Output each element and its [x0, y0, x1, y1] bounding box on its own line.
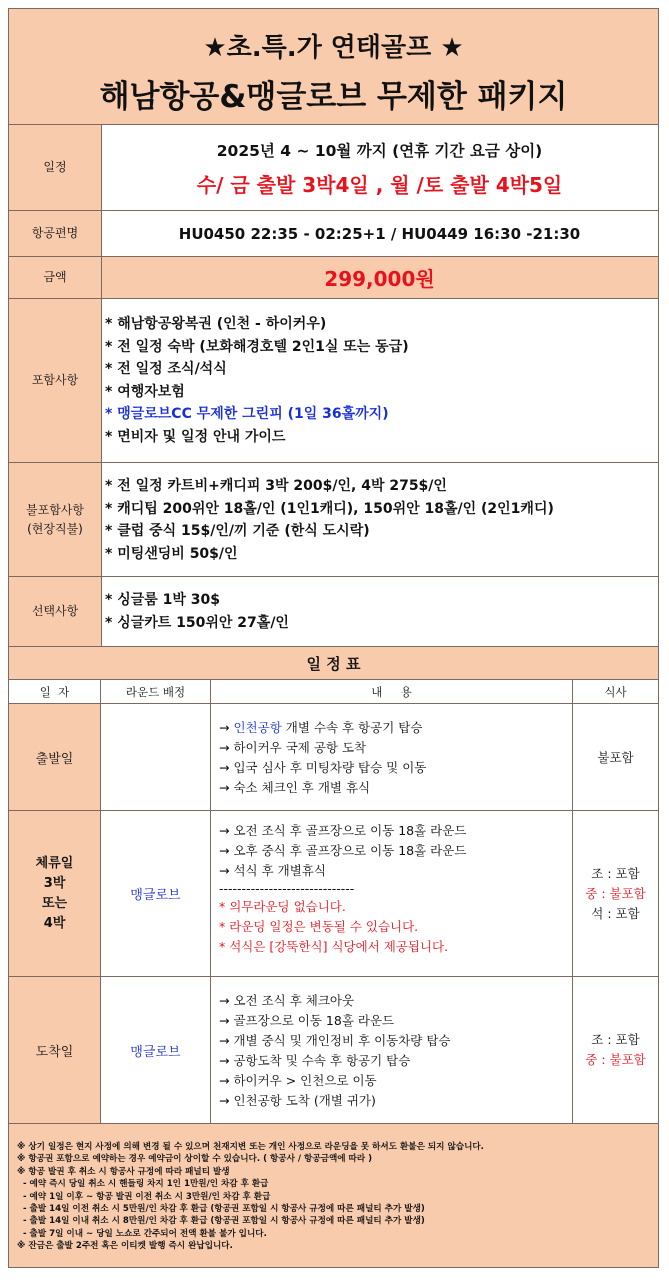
meal-breakfast: 조 : 포함	[591, 1032, 640, 1047]
excluded-item: * 캐디팁 200위안 18홀/인 (1인1캐디), 150위안 18홀/인 (2인1캐디)	[105, 500, 554, 517]
schedule-line: → 골프장으로 이동 18홀 라운드	[219, 1013, 395, 1028]
excluded-row	[9, 463, 658, 577]
included-item: * 전 일정 조식/석식	[105, 361, 227, 377]
title-line-1: ★초.특.가 연태골프 ★	[203, 33, 464, 63]
day-label-nights: 3박	[43, 875, 66, 891]
schedule-line: → 인천공항 도착 (개별 귀가)	[219, 1093, 376, 1108]
header-date: 일 자	[39, 684, 70, 699]
footer-note: - 출발 7일 이내 ~ 당일 노쇼로 간주되어 전액 환불 불가 입니다.	[17, 1228, 267, 1239]
schedule-line: → 하이커우 국제 공항 도착	[219, 740, 367, 755]
incheon-airport-highlight: 인천공항	[233, 720, 282, 735]
header-round: 라운드 배정	[125, 684, 186, 699]
itinerary-header	[9, 680, 658, 704]
optional-item: * 싱글카트 150위안 27홀/인	[105, 614, 289, 631]
excluded-item: * 미팅샌딩비 50$/인	[105, 545, 238, 562]
meal-dinner: 석 : 포함	[591, 905, 640, 921]
itinerary-day-arrival	[9, 977, 658, 1124]
schedule-line: → 오전 조식 후 골프장으로 이동 18홀 라운드	[219, 823, 467, 838]
schedule-line: → 숙소 체크인 후 개별 휴식	[219, 780, 371, 795]
excluded-item: * 클럽 중식 15$/인/끼 기준 (한식 도시락)	[105, 523, 370, 539]
schedule-line: → 개별 중식 및 개인정비 후 이동차량 탑승	[219, 1033, 451, 1048]
itinerary-title: 일 정 표	[306, 654, 361, 673]
header-meal: 식사	[604, 684, 627, 699]
schedule-line: → 공항도착 및 수속 후 항공기 탑승	[219, 1053, 411, 1068]
excluded-label-sub: (현장직불)	[27, 521, 83, 536]
excluded-label	[9, 463, 102, 576]
note-line: * 라운딩 일정은 변동될 수 있습니다.	[219, 919, 419, 934]
footer-note: - 출발 14일 이내 취소 시 8만원/인 차감 후 환급 (항공권 포함일 시 항공사 규정에 따른 패널티 추가 발생)	[17, 1216, 425, 1227]
schedule-line: → 하이커우 > 인천으로 이동	[219, 1073, 377, 1088]
schedule-label: 일정	[9, 125, 102, 210]
price-value: 299,000원	[324, 267, 435, 291]
optional-list	[105, 589, 289, 634]
flight-row	[9, 211, 658, 257]
schedule-line: → 오전 조식 후 체크아웃	[219, 993, 355, 1008]
excluded-list	[105, 475, 554, 565]
schedule-row	[9, 125, 658, 211]
optional-item: * 싱글룸 1박 30$	[105, 592, 221, 608]
included-list	[105, 313, 409, 448]
day-label-or: 또는	[41, 895, 68, 911]
footer-note: ※ 항공 발권 후 취소 시 항공사 규정에 따라 패널티 발생	[17, 1166, 230, 1177]
day-label: 출발일	[35, 751, 74, 767]
itinerary-day-departure	[9, 704, 658, 811]
meal-lunch: 중 : 불포함	[585, 1052, 646, 1067]
title-line-2: 해남항공&맹글로브 무제한 패키지	[99, 79, 568, 115]
itinerary-title-row	[9, 647, 658, 680]
note-line: * 의무라운딩 없습니다.	[219, 899, 346, 914]
included-label: 포함사항	[9, 299, 102, 462]
note-line: * 석식은 [강뚝한식] 식당에서 제공됩니다.	[219, 939, 449, 954]
flight-value: HU0450 22:35 - 02:25+1 / HU0449 16:30 -21:30	[178, 224, 581, 243]
day-label: 체류일	[35, 855, 74, 871]
flight-label: 항공편명	[9, 211, 102, 256]
footer-notes	[9, 1124, 658, 1267]
included-item: * 맹글로브CC 무제한 그린피 (1일 36홀까지)	[105, 406, 389, 422]
footer-note: ※ 항공권 포함으로 예약하는 경우 예약금이 상이할 수 있습니다. ( 항공사 / 항공금액에 따라 )	[17, 1154, 373, 1165]
footer-note: - 예약 즉시 당일 취소 시 핸들링 차지 1인 1만원/인 차감 후 환급	[17, 1179, 269, 1190]
excluded-label-main: 불포함사항	[26, 502, 84, 517]
included-item: * 면비자 및 일정 안내 가이드	[105, 428, 286, 445]
separator: ------------------------------	[219, 881, 355, 896]
meal-info: 불포함	[597, 750, 634, 765]
day-label: 도착일	[35, 1044, 74, 1060]
flyer	[8, 8, 659, 1268]
included-item: * 전 일정 숙박 (보화해경호텔 2인1실 또는 동급)	[105, 338, 409, 355]
arrow-icon: →	[219, 720, 230, 735]
footer-note: - 출발 14일 이전 취소 시 5만원/인 차감 후 환급 (항공권 포함일 시 항공사 규정에 따른 패널티 추가 발생)	[17, 1204, 425, 1215]
optional-row	[9, 577, 658, 647]
header	[9, 9, 658, 125]
day-label-nights-alt: 4박	[43, 915, 66, 931]
header-content: 내 용	[371, 684, 412, 699]
price-label: 금액	[9, 257, 102, 298]
included-row	[9, 299, 658, 463]
schedule-line: → 석식 후 개별휴식	[219, 863, 326, 878]
schedule-period: 2025년 4 ~ 10월 까지 (연휴 기간 요금 상이)	[216, 142, 543, 160]
excluded-item: * 전 일정 카트비+캐디피 3박 200$/인, 4박 275$/인	[105, 478, 447, 494]
schedule-line: → 인천공항 개별 수속 후 항공기 탑승	[219, 720, 423, 735]
meal-lunch: 중 : 불포함	[585, 885, 646, 901]
included-item: * 해남항공왕복권 (인천 - 하이커우)	[105, 316, 327, 332]
itinerary-day-stay	[9, 811, 658, 977]
round-assignment: 맹글로브	[130, 1044, 181, 1060]
included-item: * 여행자보험	[105, 383, 185, 400]
price-row	[9, 257, 658, 299]
optional-label: 선택사항	[9, 577, 102, 646]
footer-note: ※ 상기 일정은 현지 사정에 의해 변경 될 수 있으며 천재지변 또는 개인 사정으로 라운딩을 못 하셔도 환불은 되지 않습니다.	[17, 1142, 484, 1152]
schedule-line: → 입국 심사 후 미팅차량 탑승 및 이동	[219, 760, 427, 775]
meal-breakfast: 조 : 포함	[591, 865, 640, 881]
footer-note: ※ 잔금은 출발 2주전 혹은 이티켓 발행 즉시 완납입니다.	[17, 1241, 233, 1252]
schedule-departure: 수/ 금 출발 3박4일 , 월 /토 출발 4박5일	[196, 173, 563, 197]
round-assignment: 맹글로브	[130, 888, 181, 903]
footer-note: - 예약 1일 이후 ~ 항공 발권 이전 취소 시 3만원/인 차감 후 환급	[17, 1191, 271, 1202]
schedule-line: → 오후 중식 후 골프장으로 이동 18홀 라운드	[219, 843, 467, 858]
